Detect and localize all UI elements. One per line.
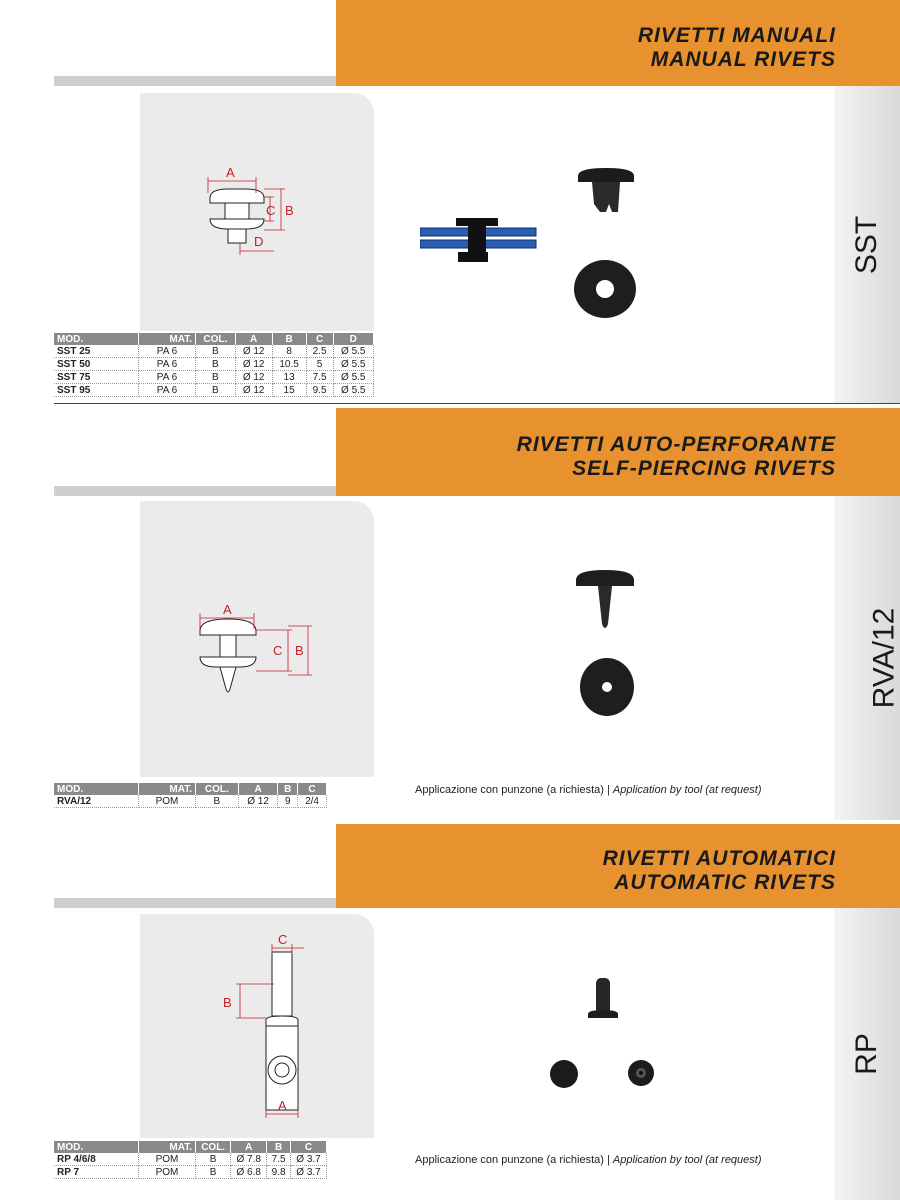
header-gray-bar [54,486,336,496]
cell: 10.5 [272,358,306,371]
section-self-piercing-rivets [0,408,900,820]
cell: Ø 5.5 [333,345,374,358]
title-english: MANUAL RIVETS [650,48,836,71]
cell: POM [139,795,196,808]
caption-italian: Applicazione con punzone (a richiesta) | [415,784,613,796]
cell: Ø 7.8 [231,1153,267,1166]
rivet-photo-side [586,974,620,1024]
cell: B [196,371,236,384]
section-manual-rivets [0,0,900,405]
col-header: A [238,783,278,795]
dim-label-b: B [223,995,232,1010]
caption-english: Application by tool (at request) [612,784,762,796]
dim-label-c: C [278,932,288,947]
cell: Ø 12 [235,371,272,384]
cell: PA 6 [139,384,196,397]
application-caption [415,784,762,796]
rivet-photo-side [576,164,636,224]
spec-table [54,1141,374,1179]
cell: 2.5 [306,345,333,358]
cell: POM [139,1166,196,1179]
dim-label-a: A [223,602,232,617]
spec-table [54,783,374,808]
cell: SST 75 [54,371,139,384]
rivet-photo-top [572,258,638,320]
cell: Ø 5.5 [333,358,374,371]
col-header: C [291,1141,327,1153]
section-header-banner [336,824,900,908]
rivet-photo-top [578,656,636,718]
cell: Ø 3.7 [291,1166,327,1179]
cell: SST 25 [54,345,139,358]
table-row [54,1166,374,1179]
cell: PA 6 [139,371,196,384]
dim-label-a: A [226,165,235,180]
title-english: SELF-PIERCING RIVETS [572,457,836,480]
col-header: MOD. [54,1141,139,1153]
cell: 7.5 [306,371,333,384]
table-row [54,358,374,371]
dim-label-c: C [273,643,283,658]
section-header-banner [336,408,900,496]
cell: POM [139,1153,196,1166]
cell: Ø 5.5 [333,371,374,384]
cell: B [196,384,236,397]
empty-header [327,1141,374,1153]
cell: Ø 12 [235,384,272,397]
technical-drawing [140,93,374,331]
title-italian: RIVETTI AUTOMATICI [602,847,836,870]
dim-label-b: B [295,643,304,658]
col-header: COL. [196,783,239,795]
application-diagram [420,212,540,268]
col-header: C [298,783,327,795]
empty-cell [327,1153,374,1166]
table-row [54,345,374,358]
col-header: B [267,1141,291,1153]
empty-header [327,783,374,795]
rivet-photo-side [574,566,636,636]
side-tab [834,496,900,820]
cell: Ø 3.7 [291,1153,327,1166]
application-caption [415,1154,762,1166]
cell: 2/4 [298,795,327,808]
title-italian: RIVETTI MANUALI [637,24,836,47]
cell: B [196,1166,231,1179]
col-header: B [278,783,298,795]
cell: SST 95 [54,384,139,397]
header-gray-bar [54,76,336,86]
col-header: MOD. [54,783,139,795]
col-header: MAT. [139,1141,196,1153]
cell: PA 6 [139,345,196,358]
cell: B [196,1153,231,1166]
table-header-row [54,333,374,345]
section-header-banner [336,0,900,86]
section-title [517,433,836,481]
cell: 8 [272,345,306,358]
cell: Ø 12 [235,358,272,371]
caption-italian: Applicazione con punzone (a richiesta) | [415,1154,613,1166]
cell: B [196,795,239,808]
cell: 9.5 [306,384,333,397]
cell: SST 50 [54,358,139,371]
dim-label-a: A [278,1098,287,1113]
table-header-row [54,783,374,795]
side-tab-label: RP [850,1033,883,1075]
technical-drawing [140,914,374,1138]
cell: PA 6 [139,358,196,371]
cell: Ø 12 [238,795,278,808]
dim-label-b: B [285,203,294,218]
col-header: MAT. [139,783,196,795]
col-header: D [333,333,374,345]
cell: B [196,358,236,371]
table-header-row [54,1141,374,1153]
cell: Ø 5.5 [333,384,374,397]
col-header: A [231,1141,267,1153]
spec-table [54,333,374,397]
table-row [54,1153,374,1166]
table-row [54,795,374,808]
col-header: MAT. [139,333,196,345]
cell: RVA/12 [54,795,139,808]
title-italian: RIVETTI AUTO-PERFORANTE [516,433,836,456]
cell: RP 7 [54,1166,139,1179]
empty-cell [327,795,374,808]
cell: 13 [272,371,306,384]
cell: 9 [278,795,298,808]
col-header: C [306,333,333,345]
cell: B [196,345,236,358]
cell: Ø 12 [235,345,272,358]
dim-label-d: D [254,234,264,249]
header-gray-bar [54,898,336,908]
side-tab [834,86,900,404]
cell: 9.8 [267,1166,291,1179]
rivet-photo-head [548,1058,580,1090]
col-header: MOD. [54,333,139,345]
section-automatic-rivets [0,824,900,1200]
dim-label-c: C [266,203,276,218]
col-header: A [235,333,272,345]
col-header: COL. [196,1141,231,1153]
table-row [54,384,374,397]
rivet-photo-bottom [626,1058,656,1088]
col-header: B [272,333,306,345]
section-title [638,24,836,72]
cell: 15 [272,384,306,397]
title-english: AUTOMATIC RIVETS [614,871,836,894]
cell: RP 4/6/8 [54,1153,139,1166]
cell: 5 [306,358,333,371]
section-title [603,847,836,895]
empty-cell [327,1166,374,1179]
cell: 7.5 [267,1153,291,1166]
caption-english: Application by tool (at request) [612,1154,762,1166]
col-header: COL. [196,333,236,345]
table-row [54,371,374,384]
side-tab-label: RVA/12 [867,607,900,709]
side-tab [834,908,900,1200]
section-divider [54,403,900,404]
cell: Ø 6.8 [231,1166,267,1179]
technical-drawing [140,501,374,777]
side-tab-label: SST [849,215,883,275]
